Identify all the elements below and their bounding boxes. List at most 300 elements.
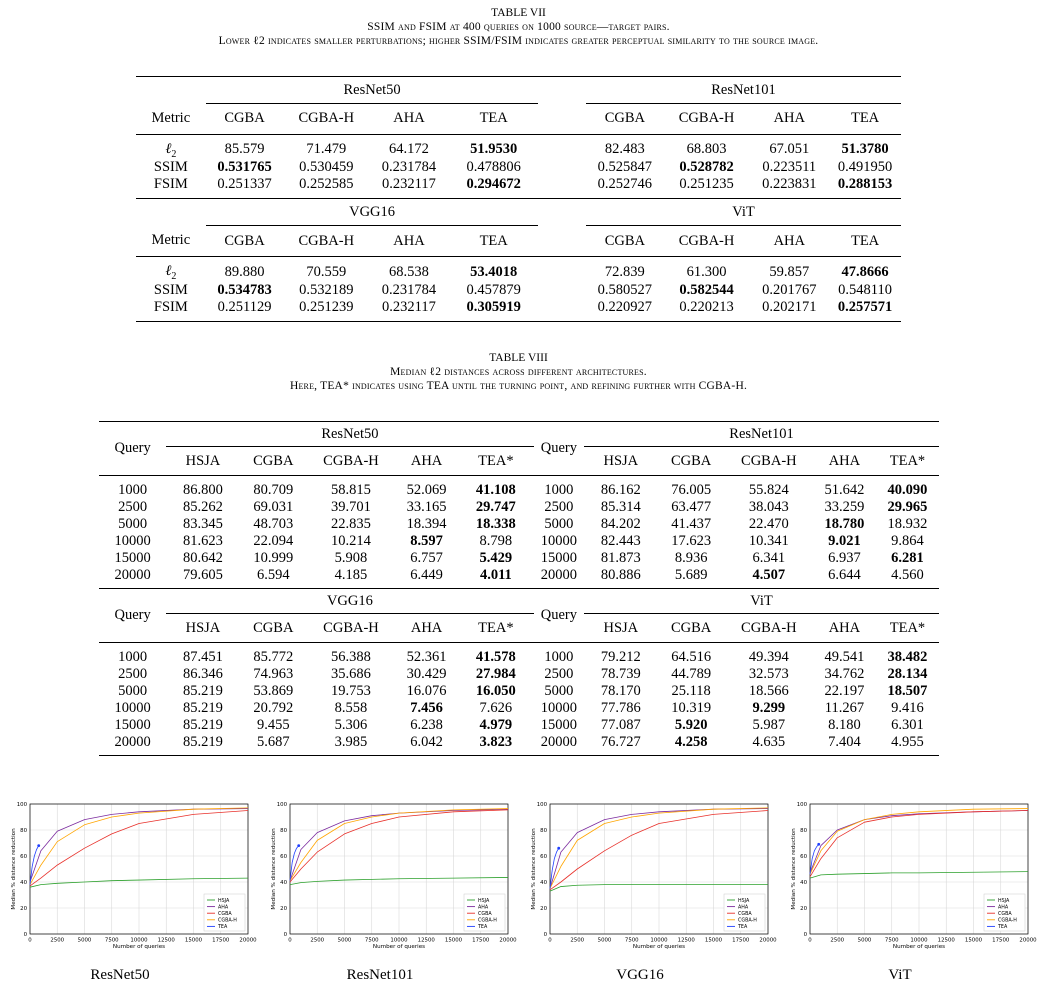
value-cell: 22.094 [253, 533, 294, 549]
y-tick-label: 100 [796, 802, 807, 808]
value-cell: 82.443 [600, 533, 641, 549]
table-row [99, 533, 939, 550]
value-cell: 0.582544 [679, 281, 734, 298]
value-cell: 4.560 [891, 567, 924, 583]
value-cell: 9.455 [256, 717, 290, 733]
table-7 [136, 76, 901, 322]
table-row [99, 683, 939, 700]
metric-name: ℓ$_2$ [165, 262, 177, 282]
value-cell: 0.231784 [381, 159, 437, 176]
y-tick-label: 40 [540, 880, 547, 886]
value-cell: 0.252746 [597, 176, 653, 193]
method-name: HSJA [166, 614, 240, 643]
method-name: CGBA-H [283, 104, 369, 135]
value-cell: 86.162 [600, 482, 641, 498]
value-cell: 76.005 [671, 482, 712, 498]
table-7-model-header-row [136, 77, 901, 104]
value-cell: 79.605 [183, 567, 223, 583]
value-cell: 33.259 [824, 499, 865, 515]
value-cell: 0.288153 [837, 176, 893, 193]
x-tick-label: 17500 [732, 937, 750, 944]
table-row [136, 176, 901, 199]
y-tick-label: 20 [280, 906, 287, 912]
spacer-cell [538, 299, 586, 322]
value-cell: 0.548110 [838, 281, 892, 298]
method-name: HSJA [166, 447, 240, 476]
y-axis-label: Median % distance reduction [791, 828, 797, 910]
value-cell: 25.118 [671, 683, 711, 699]
spacer-cell [538, 176, 586, 199]
table-row [99, 734, 939, 756]
value-cell: 81.873 [600, 550, 641, 566]
query-count: 1000 [544, 649, 574, 665]
value-cell: 55.824 [748, 482, 789, 498]
value-cell: 8.936 [674, 550, 708, 566]
subfigure-caption: ViT [888, 967, 912, 983]
line-chart-svg [4, 800, 257, 952]
y-tick-label: 0 [803, 932, 807, 938]
method-name: AHA [369, 104, 449, 135]
value-cell: 18.780 [824, 516, 865, 532]
x-tick-label: 10000 [650, 937, 668, 944]
model-name: ResNet101 [586, 77, 901, 104]
value-cell: 40.090 [887, 482, 928, 498]
model-name: ResNet50 [206, 77, 539, 104]
legend-label: CGBA-H [478, 918, 497, 924]
value-cell: 80.886 [600, 567, 641, 583]
table-row [99, 516, 939, 533]
value-cell: 6.042 [395, 734, 458, 756]
query-count: 10000 [114, 700, 151, 716]
y-tick-label: 80 [540, 828, 547, 834]
method-name: AHA [369, 226, 449, 257]
x-tick-label: 10000 [130, 937, 148, 944]
model-name: VGG16 [206, 199, 539, 226]
legend-label: TEA [478, 925, 488, 931]
table-8-model-header-row [99, 422, 939, 447]
value-cell: 0.251337 [217, 176, 272, 193]
x-tick-label: 20000 [239, 937, 257, 944]
method-name: CGBA [240, 447, 307, 476]
value-cell: 49.394 [748, 649, 789, 665]
method-name: HSJA [584, 614, 658, 643]
x-tick-label: 17500 [992, 937, 1010, 944]
value-cell: 18.932 [887, 516, 928, 532]
value-cell: 51.642 [824, 482, 865, 498]
value-cell: 18.394 [406, 516, 447, 532]
x-tick-label: 0 [808, 937, 812, 944]
value-cell: 85.579 [224, 141, 265, 158]
table-7-method-header-row [136, 104, 901, 135]
value-cell: 78.170 [600, 683, 641, 699]
value-cell: 4.507 [752, 567, 786, 583]
value-cell: 76.727 [584, 734, 658, 756]
model-name: ViT [584, 589, 939, 614]
value-cell: 16.050 [475, 683, 516, 699]
spacer-cell [538, 159, 586, 176]
legend-label: TEA [998, 925, 1008, 931]
method-name: AHA [749, 104, 829, 135]
series-line-tea [290, 846, 299, 881]
y-tick-label: 100 [276, 802, 287, 808]
value-cell: 81.623 [183, 533, 223, 549]
value-cell: 4.635 [725, 734, 813, 756]
value-cell: 0.531765 [217, 159, 272, 176]
x-tick-label: 5000 [857, 937, 872, 944]
metric-name: SSIM [153, 281, 188, 298]
value-cell: 78.739 [600, 666, 641, 682]
x-tick-label: 2500 [50, 937, 65, 944]
value-cell: 29.965 [887, 499, 928, 515]
x-tick-label: 5000 [337, 937, 352, 944]
value-cell: 7.404 [813, 734, 876, 756]
table-7-caption [0, 6, 1037, 48]
table-7-caption-line-1: SSIM and FSIM at 400 queries on 1000 source—target pairs. [367, 21, 670, 33]
x-tick-label: 12500 [937, 937, 955, 944]
value-cell: 0.251239 [283, 299, 369, 322]
legend-label: AHA [478, 905, 489, 911]
value-cell: 89.880 [224, 263, 265, 280]
query-count: 15000 [114, 550, 151, 566]
value-cell: 85.262 [183, 499, 223, 515]
model-name: ResNet101 [584, 422, 939, 447]
method-name: CGBA-H [664, 104, 750, 135]
value-cell: 85.314 [600, 499, 641, 515]
method-name: CGBA-H [725, 614, 813, 643]
value-cell: 0.223831 [762, 176, 817, 193]
metric-name: ℓ$_2$ [165, 140, 177, 160]
table-row [136, 134, 901, 159]
method-name: HSJA [584, 447, 658, 476]
x-axis-label: Number of queries [632, 944, 686, 950]
value-cell: 47.8666 [841, 263, 889, 280]
query-count: 1000 [544, 482, 574, 498]
value-cell: 0.525847 [597, 159, 653, 176]
x-tick-label: 15000 [964, 937, 983, 944]
value-cell: 0.220927 [586, 299, 664, 322]
value-cell: 4.258 [658, 734, 725, 756]
value-cell: 10.341 [748, 533, 789, 549]
column-header: Query [534, 589, 584, 643]
y-tick-label: 20 [540, 906, 547, 912]
column-header: Query [99, 422, 166, 476]
value-cell: 4.011 [479, 567, 512, 583]
y-axis-label: Median % distance reduction [11, 828, 17, 910]
method-name: CGBA [658, 614, 725, 643]
value-cell: 69.031 [253, 499, 294, 515]
value-cell: 9.021 [828, 533, 861, 549]
metric-name: FSIM [153, 176, 188, 193]
value-cell: 0.232117 [382, 176, 436, 193]
value-cell: 6.281 [891, 550, 924, 566]
value-cell: 41.578 [475, 649, 516, 665]
value-cell: 0.528782 [679, 159, 734, 176]
table-7-caption-line-2: Lower ℓ2 indicates smaller perturbations; higher SSIM/FSIM indicates greater perceptual similarity to the source image. [218, 35, 819, 47]
method-name: AHA [749, 226, 829, 257]
query-count: 5000 [118, 683, 148, 699]
x-tick-label: 17500 [472, 937, 490, 944]
value-cell: 56.388 [331, 649, 371, 665]
value-cell: 29.747 [475, 499, 516, 515]
table-row [99, 643, 939, 667]
line-chart [524, 800, 777, 950]
line-chart-svg [784, 800, 1037, 952]
value-cell: 10.214 [331, 533, 371, 549]
value-cell: 4.955 [876, 734, 939, 756]
value-cell: 0.201767 [762, 281, 817, 298]
y-tick-label: 80 [800, 828, 807, 834]
method-name: TEA [449, 104, 539, 135]
value-cell: 27.984 [475, 666, 516, 682]
value-cell: 77.087 [600, 717, 641, 733]
y-tick-label: 20 [800, 906, 807, 912]
tea-end-point [37, 844, 40, 847]
x-tick-label: 7500 [884, 937, 899, 944]
y-tick-label: 20 [20, 906, 27, 912]
value-cell: 6.238 [410, 717, 443, 733]
legend-label: HSJA [478, 898, 490, 904]
table-8-caption [0, 351, 1037, 393]
method-name: CGBA-H [664, 226, 750, 257]
x-tick-label: 20000 [1019, 937, 1037, 944]
subfigure-caption: VGG16 [616, 967, 664, 983]
x-tick-label: 10000 [390, 937, 408, 944]
legend-label: HSJA [218, 898, 230, 904]
value-cell: 0.231784 [381, 281, 437, 298]
value-cell: 74.963 [253, 666, 294, 682]
column-header: Metric [136, 226, 206, 257]
value-cell: 0.223511 [762, 159, 817, 176]
value-cell: 0.232117 [369, 299, 449, 322]
column-header: Query [534, 422, 584, 476]
legend-label: CGBA-H [738, 918, 757, 924]
y-tick-label: 0 [23, 932, 27, 938]
x-axis-label: Number of queries [372, 944, 426, 950]
y-axis-label: Median % distance reduction [271, 828, 277, 910]
query-count: 20000 [540, 567, 577, 583]
value-cell: 10.999 [253, 550, 294, 566]
query-count: 20000 [99, 734, 166, 756]
value-cell: 44.789 [671, 666, 712, 682]
value-cell: 87.451 [183, 649, 223, 665]
value-cell: 6.301 [891, 717, 924, 733]
line-chart-svg [264, 800, 517, 952]
query-count: 20000 [534, 734, 584, 756]
table-7-method-header-row [136, 226, 901, 257]
legend-label: CGBA [998, 912, 1012, 917]
y-tick-label: 0 [543, 932, 547, 938]
table-8-caption-line-1: Median ℓ2 distances across different architectures. [390, 366, 647, 378]
table-8-method-header-row [99, 447, 939, 476]
value-cell: 68.538 [389, 263, 429, 280]
value-cell: 64.516 [671, 649, 712, 665]
value-cell: 4.185 [334, 567, 368, 583]
query-count: 1000 [118, 649, 148, 665]
table-8-label: TABLE VIII [489, 352, 548, 364]
x-tick-label: 7500 [364, 937, 379, 944]
value-cell: 33.165 [406, 499, 447, 515]
legend-label: AHA [998, 905, 1009, 911]
method-name: CGBA [586, 104, 664, 135]
value-cell: 0.580527 [597, 281, 653, 298]
value-cell: 6.594 [256, 567, 290, 583]
value-cell: 8.597 [410, 533, 443, 549]
table-8-method-header-row [99, 614, 939, 643]
model-name: VGG16 [166, 589, 533, 614]
value-cell: 80.642 [183, 550, 223, 566]
value-cell: 20.792 [253, 700, 294, 716]
table-row [136, 256, 901, 281]
table-row [136, 282, 901, 299]
value-cell: 10.319 [671, 700, 712, 716]
model-name: ResNet50 [166, 422, 533, 447]
query-count: 5000 [544, 516, 574, 532]
x-tick-label: 12500 [157, 937, 175, 944]
value-cell: 34.762 [824, 666, 865, 682]
method-name: TEA [449, 226, 539, 257]
value-cell: 30.429 [406, 666, 447, 682]
query-count: 1000 [118, 482, 148, 498]
method-name: CGBA [206, 104, 284, 135]
value-cell: 86.346 [183, 666, 223, 682]
value-cell: 77.786 [600, 700, 641, 716]
tea-end-point [557, 847, 560, 850]
value-cell: 3.985 [307, 734, 395, 756]
y-tick-label: 60 [540, 854, 547, 860]
value-cell: 82.483 [604, 141, 645, 158]
value-cell: 22.197 [824, 683, 865, 699]
value-cell: 58.815 [331, 482, 371, 498]
value-cell: 6.341 [752, 550, 786, 566]
value-cell: 32.573 [748, 666, 789, 682]
value-cell: 9.864 [891, 533, 924, 549]
x-tick-label: 2500 [830, 937, 845, 944]
empty-cell [136, 77, 206, 104]
x-tick-label: 17500 [212, 937, 230, 944]
table-row [136, 299, 901, 322]
table-8-caption-line-2: Here, TEA* indicates using TEA until the turning point, and refining further with CGBA-H. [289, 380, 748, 392]
value-cell: 61.300 [686, 263, 727, 280]
value-cell: 5.687 [240, 734, 307, 756]
y-tick-label: 0 [283, 932, 287, 938]
query-count: 2500 [544, 666, 574, 682]
value-cell: 85.219 [183, 683, 223, 699]
spacer-cell [538, 226, 586, 257]
tea-end-point [817, 843, 820, 846]
method-name: AHA [395, 447, 458, 476]
metric-name: SSIM [153, 159, 188, 176]
value-cell: 38.482 [887, 649, 928, 665]
legend-label: HSJA [738, 898, 750, 904]
value-cell: 70.559 [306, 263, 347, 280]
column-header: Query [99, 589, 166, 643]
y-tick-label: 100 [16, 802, 27, 808]
value-cell: 6.757 [410, 550, 443, 566]
y-tick-label: 100 [536, 802, 547, 808]
x-tick-label: 5000 [597, 937, 612, 944]
value-cell: 19.753 [331, 683, 371, 699]
value-cell: 6.937 [828, 550, 861, 566]
value-cell: 0.478806 [466, 159, 521, 176]
value-cell: 84.202 [600, 516, 641, 532]
query-count: 15000 [540, 717, 577, 733]
value-cell: 51.3780 [841, 141, 889, 158]
method-name: CGBA-H [725, 447, 813, 476]
legend-label: CGBA [738, 912, 752, 917]
table-8-model-header-row [99, 589, 939, 614]
table-row [99, 700, 939, 717]
x-tick-label: 0 [288, 937, 292, 944]
value-cell: 5.689 [674, 567, 708, 583]
value-cell: 80.709 [253, 482, 294, 498]
value-cell: 28.134 [887, 666, 928, 682]
value-cell: 64.172 [389, 141, 429, 158]
query-count: 10000 [540, 700, 577, 716]
spacer-cell [538, 282, 586, 299]
x-tick-label: 7500 [104, 937, 119, 944]
method-name: CGBA-H [283, 226, 369, 257]
median-reduction-figure [0, 800, 1037, 997]
value-cell: 5.908 [334, 550, 368, 566]
value-cell: 0.252585 [299, 176, 354, 193]
value-cell: 8.558 [334, 700, 368, 716]
method-name: AHA [813, 447, 876, 476]
y-tick-label: 40 [280, 880, 287, 886]
value-cell: 16.076 [406, 683, 447, 699]
table-row [99, 567, 939, 589]
value-cell: 85.772 [253, 649, 294, 665]
y-axis-label: Median % distance reduction [531, 828, 537, 910]
value-cell: 22.470 [748, 516, 789, 532]
value-cell: 5.987 [752, 717, 786, 733]
value-cell: 0.251235 [679, 176, 734, 193]
method-name: CGBA [586, 226, 664, 257]
table-7-model-header-row [136, 199, 901, 226]
x-tick-label: 2500 [570, 937, 585, 944]
value-cell: 86.800 [183, 482, 223, 498]
value-cell: 52.069 [406, 482, 447, 498]
value-cell: 48.703 [253, 516, 294, 532]
legend-label: CGBA-H [998, 918, 1017, 924]
legend-label: CGBA [478, 912, 492, 917]
model-name: ViT [586, 199, 901, 226]
x-axis-label: Number of queries [112, 944, 166, 950]
x-tick-label: 12500 [417, 937, 435, 944]
value-cell: 85.219 [183, 717, 223, 733]
table-row [136, 159, 901, 176]
value-cell: 8.798 [479, 533, 513, 549]
x-tick-label: 0 [28, 937, 32, 944]
value-cell: 9.416 [891, 700, 924, 716]
x-tick-label: 7500 [624, 937, 639, 944]
value-cell: 3.823 [458, 734, 534, 756]
value-cell: 0.532189 [299, 281, 354, 298]
x-tick-label: 2500 [310, 937, 325, 944]
method-name: AHA [395, 614, 458, 643]
table-row [99, 666, 939, 683]
legend-label: TEA [218, 925, 228, 931]
spacer-cell [538, 134, 586, 159]
spacer-cell [538, 256, 586, 281]
query-count: 15000 [540, 550, 577, 566]
value-cell: 22.835 [331, 516, 371, 532]
value-cell: 0.257571 [829, 299, 901, 322]
value-cell: 83.345 [183, 516, 223, 532]
value-cell: 11.267 [824, 700, 865, 716]
method-name: TEA* [876, 614, 939, 643]
value-cell: 71.479 [306, 141, 347, 158]
line-chart-svg [524, 800, 777, 952]
